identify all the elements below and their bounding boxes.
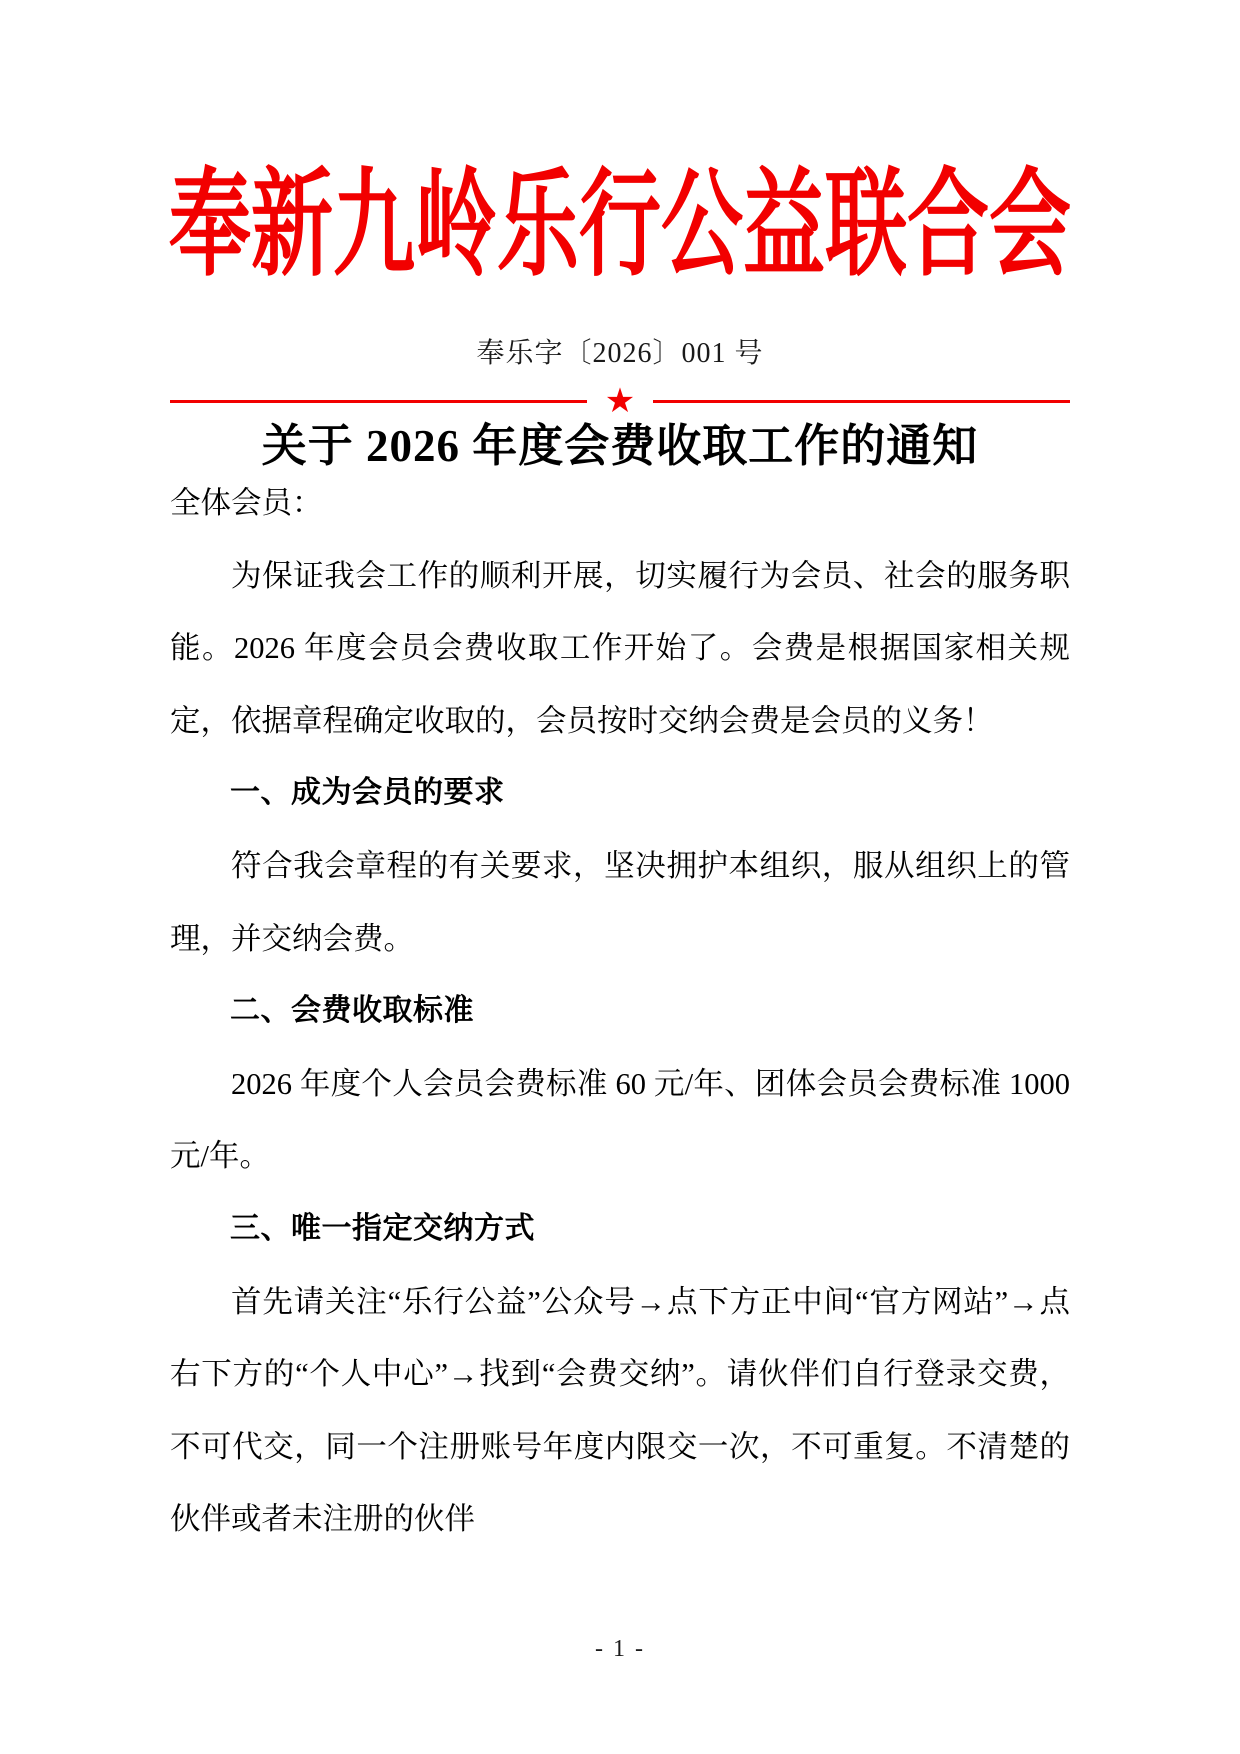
- star-icon: ★: [604, 381, 636, 421]
- divider-rule-left: [170, 400, 587, 403]
- paragraph-fee-standard: 2026 年度个人会员会费标准 60 元/年、团体会员会费标准 1000 元/年。: [170, 1066, 1070, 1174]
- document-body: [170, 467, 1070, 1556]
- paragraph-payment-method: 首先请关注“乐行公益”公众号→点下方正中间“官方网站”→点右下方的“个人中心”→找到“会费交纳”。请伙伴们自行登录交费，不可代交，同一个注册账号年度内限交一次，不可重复。不清楚的伙伴或者未注册的伙伴: [170, 1284, 1070, 1537]
- section-heading-2: 二、会费收取标准: [230, 994, 474, 1028]
- doc-number: 奉乐字〔2026〕001 号: [476, 338, 764, 369]
- page-number: - 1 -: [595, 1636, 645, 1662]
- salutation: 全体会员：: [170, 486, 323, 520]
- paragraph-intro: 为保证我会工作的顺利开展，切实履行为会员、社会的服务职能。2026 年度会员会费收取工作开始了。会费是根据国家相关规定，依据章程确定收取的，会员按时交纳会费是会员的义务！: [170, 558, 1070, 738]
- divider-rule-right: [653, 400, 1070, 403]
- org-name-header: 奉新九岭乐行公益联合会: [168, 160, 1071, 290]
- paragraph-membership-requirements: 符合我会章程的有关要求，坚决拥护本组织，服从组织上的管理，并交纳会费。: [170, 848, 1070, 956]
- section-heading-1: 一、成为会员的要求: [230, 776, 505, 810]
- section-heading-3: 三、唯一指定交纳方式: [230, 1211, 535, 1245]
- page-title: 关于 2026 年度会费收取工作的通知: [261, 421, 979, 471]
